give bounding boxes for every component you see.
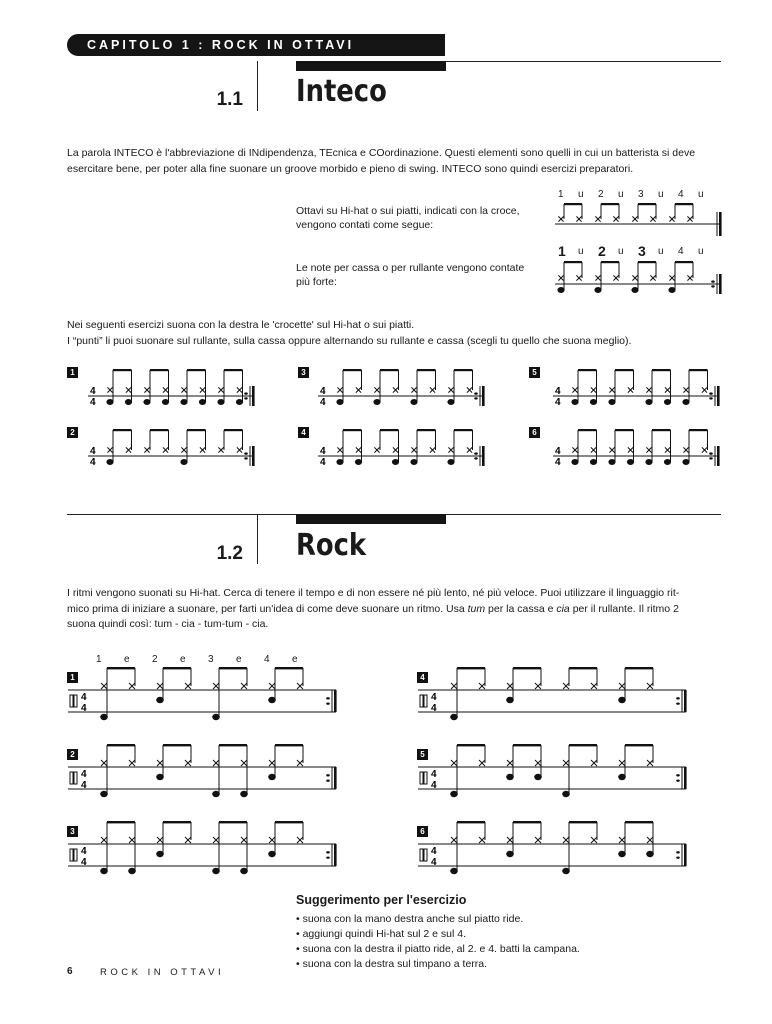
count-syllable: e: [292, 654, 298, 665]
section1-instructions: [67, 318, 631, 349]
final-barline: [252, 446, 255, 466]
snare-note: [631, 287, 638, 293]
time-signature-top: 4: [90, 446, 96, 457]
note-beam: [275, 667, 303, 669]
count-syllable: e: [180, 654, 186, 665]
count-syllable: 1: [558, 189, 564, 200]
final-barline: [334, 690, 337, 712]
repeat-dot: [474, 452, 478, 454]
hihat-demo-notation: [555, 200, 725, 240]
text-line: Le note per cassa o per rullante vengono contate: [296, 262, 525, 274]
section1-intro: [67, 146, 695, 177]
snare-note: [447, 399, 454, 405]
repeat-dot: [709, 452, 713, 454]
percussion-clef: [420, 849, 423, 861]
repeat-dot: [474, 392, 478, 394]
exercise-number: 5: [529, 367, 540, 378]
note-beam: [652, 369, 671, 371]
note-beam: [187, 369, 206, 371]
snare-note: [608, 459, 615, 465]
final-barline: [717, 446, 720, 466]
repeat-dot: [676, 779, 680, 781]
section2-divider: [257, 514, 258, 564]
count-syllable: u: [578, 246, 584, 257]
count-syllable: 2: [598, 189, 604, 200]
snare-note: [162, 399, 169, 405]
snare-note: [336, 459, 343, 465]
repeat-dot: [711, 285, 715, 287]
note-beam: [187, 429, 206, 431]
snare-note: [668, 287, 675, 293]
note-beam: [689, 429, 708, 431]
count-syllable: 4: [678, 246, 684, 257]
exercise-staff: [68, 662, 340, 724]
page-number: 6: [67, 966, 73, 977]
time-signature-top: 4: [431, 846, 437, 857]
snare-note: [627, 459, 634, 465]
text-line: Nei seguenti esercizi suona con la destra le 'crocette' sul Hi-hat o sui piatti.: [67, 319, 415, 331]
note-beam: [625, 821, 653, 823]
text-span: per il rullante. Il ritmo 2: [569, 602, 679, 615]
count-syllable: u: [658, 246, 664, 257]
note-beam: [107, 667, 135, 669]
snare-note: [608, 399, 615, 405]
note-beam: [638, 203, 656, 205]
repeat-dot: [326, 697, 330, 699]
time-signature-top: 4: [555, 446, 561, 457]
text-span: cia: [556, 602, 570, 615]
note-beam: [150, 369, 169, 371]
note-beam: [163, 821, 191, 823]
count-syllable: 3: [208, 654, 214, 665]
note-beam: [163, 667, 191, 669]
time-signature-top: 4: [431, 769, 437, 780]
count-syllable: u: [578, 189, 584, 200]
snare-note: [664, 399, 671, 405]
snare-note: [410, 399, 417, 405]
snare-note: [594, 287, 601, 293]
exercise-number: 2: [67, 749, 78, 760]
time-signature-bottom: 4: [431, 703, 437, 714]
time-signature-top: 4: [81, 769, 87, 780]
exercise-staff: [418, 816, 690, 878]
note-beam: [569, 667, 597, 669]
snare-note: [180, 399, 187, 405]
percussion-clef: [424, 849, 427, 861]
hihat-description: [296, 204, 520, 232]
time-signature-bottom: 4: [555, 397, 561, 408]
section1-number: 1.1: [216, 89, 243, 110]
note-beam: [454, 429, 473, 431]
snare-note: [645, 459, 652, 465]
note-beam: [615, 429, 634, 431]
exercise-staff: [318, 424, 488, 474]
percussion-clef: [424, 695, 427, 707]
snare-note: [373, 399, 380, 405]
text-line: I ritmi vengono suonati su Hi-hat. Cerca di tenere il tempo e di non essere né più lento, né più veloce. Puoi utilizzare il linguaggio rit-: [67, 587, 680, 599]
section1-title: Inteco: [296, 74, 387, 109]
chapter-header: CAPITOLO 1 : ROCK IN OTTAVI: [67, 34, 445, 56]
exercise-staff: [418, 739, 690, 801]
text-line: vengono contati come segue:: [296, 219, 434, 231]
count-syllable: e: [124, 654, 130, 665]
time-signature-bottom: 4: [90, 397, 96, 408]
repeat-dot: [474, 457, 478, 459]
note-beam: [219, 744, 247, 746]
final-barline: [717, 386, 720, 406]
repeat-dot: [676, 697, 680, 699]
note-beam: [224, 429, 243, 431]
tip-item: • suona con la mano destra anche sul piatto ride.: [296, 913, 524, 925]
note-beam: [675, 261, 693, 263]
repeat-dot: [244, 452, 248, 454]
note-beam: [113, 429, 132, 431]
chapter-rule: [445, 61, 721, 62]
time-signature-top: 4: [555, 386, 561, 397]
final-barline: [252, 386, 255, 406]
snare-note: [106, 459, 113, 465]
exercise-number: 1: [67, 672, 78, 683]
snare-note: [336, 399, 343, 405]
final-barline: [684, 767, 687, 789]
final-barline: [684, 844, 687, 866]
repeat-dot: [244, 397, 248, 399]
note-beam: [625, 744, 653, 746]
time-signature-bottom: 4: [81, 857, 87, 868]
percussion-clef: [420, 772, 423, 784]
note-beam: [113, 369, 132, 371]
snare-note: [392, 459, 399, 465]
snare-note: [447, 459, 454, 465]
snare-note: [590, 459, 597, 465]
exercise-number: 4: [417, 672, 428, 683]
note-beam: [513, 667, 541, 669]
final-barline: [334, 767, 337, 789]
note-beam: [638, 261, 656, 263]
section2-title: Rock: [296, 528, 367, 563]
time-signature-bottom: 4: [90, 457, 96, 468]
note-beam: [107, 821, 135, 823]
time-signature-top: 4: [431, 692, 437, 703]
exercise-number: 6: [529, 427, 540, 438]
repeat-dot: [474, 397, 478, 399]
exercise-number: 5: [417, 749, 428, 760]
note-beam: [380, 369, 399, 371]
exercise-number: 2: [67, 427, 78, 438]
exercise-staff: [68, 816, 340, 878]
percussion-clef: [70, 849, 73, 861]
time-signature-bottom: 4: [81, 703, 87, 714]
count-syllable: u: [698, 246, 704, 257]
percussion-clef: [70, 772, 73, 784]
note-beam: [564, 261, 582, 263]
time-signature-bottom: 4: [431, 780, 437, 791]
snare-note: [645, 399, 652, 405]
percussion-clef: [74, 695, 77, 707]
note-beam: [219, 667, 247, 669]
tip-item: • suona con la destra sul timpano a terra.: [296, 958, 488, 970]
snare-note: [571, 399, 578, 405]
note-beam: [625, 667, 653, 669]
exercise-number: 6: [417, 826, 428, 837]
note-beam: [417, 369, 436, 371]
note-beam: [601, 261, 619, 263]
repeat-dot: [244, 457, 248, 459]
text-line: I “punti” li puoi suonare sul rullante, sulla cassa oppure alternando su rullante e cassa (scegli tu quello che suona meglio).: [67, 334, 632, 347]
exercise-number: 4: [298, 427, 309, 438]
repeat-dot: [676, 856, 680, 858]
text-span: per la cassa e: [485, 602, 557, 615]
section1-title-bar: [296, 61, 446, 71]
snare-note: [355, 459, 362, 465]
time-signature-bottom: 4: [431, 857, 437, 868]
snare-note: [143, 399, 150, 405]
snare-note: [557, 287, 564, 293]
note-beam: [578, 429, 597, 431]
note-beam: [275, 744, 303, 746]
count-syllable: 4: [264, 654, 270, 665]
section2-intro: [67, 586, 679, 633]
snare-note: [199, 399, 206, 405]
repeat-dot: [244, 392, 248, 394]
time-signature-bottom: 4: [81, 780, 87, 791]
snare-note: [682, 399, 689, 405]
text-line: [67, 602, 679, 618]
exercise-staff: [68, 739, 340, 801]
snare-note: [125, 399, 132, 405]
tips-title: Suggerimento per l'esercizio: [296, 893, 467, 907]
time-signature-top: 4: [320, 446, 326, 457]
count-syllable: 4: [678, 189, 684, 200]
tip-item: • suona con la destra il piatto ride, al 2. e 4. batti la campana.: [296, 943, 580, 955]
note-beam: [417, 429, 436, 431]
final-barline: [334, 844, 337, 866]
tips-list: [296, 912, 580, 972]
percussion-clef: [70, 695, 73, 707]
repeat-dot: [676, 851, 680, 853]
count-syllable: 2: [152, 654, 158, 665]
snare-note: [236, 399, 243, 405]
intro-line: esercitare bene, per poter alla fine suonare un groove morbido e pieno di swing. INTECO sono quindi esercizi preparatori.: [67, 162, 634, 175]
repeat-dot: [326, 702, 330, 704]
exercise-staff: [553, 424, 723, 474]
exercise-number: 3: [298, 367, 309, 378]
percussion-clef: [420, 695, 423, 707]
text-span: tum: [467, 602, 486, 615]
note-beam: [163, 744, 191, 746]
count-syllable: 3: [638, 243, 646, 259]
note-beam: [513, 744, 541, 746]
note-beam: [457, 667, 485, 669]
percussion-clef: [74, 849, 77, 861]
snare-note: [682, 459, 689, 465]
note-beam: [275, 821, 303, 823]
exercise-staff: [553, 364, 723, 414]
repeat-dot: [709, 457, 713, 459]
count-row-plain: [558, 186, 718, 200]
note-beam: [219, 821, 247, 823]
accent-description: [296, 261, 524, 289]
repeat-dot: [711, 280, 715, 282]
note-beam: [343, 369, 362, 371]
count-syllable: e: [236, 654, 242, 665]
text-span: mico prima di iniziare a suonare, per farti un'idea di come deve suonare un ritmo. Usa: [67, 602, 468, 615]
count-syllable: u: [698, 189, 704, 200]
snare-note: [590, 399, 597, 405]
repeat-dot: [326, 851, 330, 853]
exercise-staff: [418, 662, 690, 724]
exercise-number: 1: [67, 367, 78, 378]
final-barline: [719, 274, 722, 294]
count-syllable: 1: [96, 654, 102, 665]
count-syllable: 2: [598, 243, 606, 259]
repeat-dot: [326, 774, 330, 776]
count-syllable: 1: [558, 243, 566, 259]
time-signature-top: 4: [90, 386, 96, 397]
note-beam: [689, 369, 708, 371]
repeat-dot: [676, 774, 680, 776]
exercise-staff: [88, 364, 258, 414]
note-beam: [380, 429, 399, 431]
repeat-dot: [326, 779, 330, 781]
repeat-dot: [676, 702, 680, 704]
note-beam: [454, 369, 473, 371]
exercise-staff: [88, 424, 258, 474]
intro-line: La parola INTECO è l'abbreviazione di INdipendenza, TEcnica e COordinazione. Questi elementi sono quelli in cui un batterista si deve: [67, 147, 696, 159]
repeat-dot: [709, 392, 713, 394]
time-signature-bottom: 4: [320, 397, 326, 408]
time-signature-bottom: 4: [320, 457, 326, 468]
exercise-number: 3: [67, 826, 78, 837]
time-signature-top: 4: [81, 692, 87, 703]
section2-title-bar: [296, 514, 446, 524]
snare-note: [217, 399, 224, 405]
time-signature-top: 4: [320, 386, 326, 397]
percussion-clef: [424, 772, 427, 784]
snare-note: [410, 459, 417, 465]
final-barline: [482, 386, 485, 406]
count-syllable: 3: [638, 189, 644, 200]
count-row-accent: [558, 243, 718, 259]
running-footer: ROCK IN OTTAVI: [100, 967, 225, 978]
note-beam: [150, 429, 169, 431]
note-beam: [569, 744, 597, 746]
section1-divider: [257, 61, 258, 111]
tip-item: • aggiungi quindi Hi-hat sul 2 e sul 4.: [296, 928, 467, 940]
time-signature-top: 4: [81, 846, 87, 857]
note-beam: [578, 369, 597, 371]
note-beam: [513, 821, 541, 823]
accent-demo-notation: [555, 258, 725, 300]
snare-note: [106, 399, 113, 405]
snare-note: [180, 459, 187, 465]
note-beam: [652, 429, 671, 431]
note-beam: [601, 203, 619, 205]
final-barline: [482, 446, 485, 466]
count-syllable: u: [618, 189, 624, 200]
note-beam: [457, 821, 485, 823]
count-syllable: u: [618, 246, 624, 257]
exercise-staff: [318, 364, 488, 414]
note-beam: [615, 369, 634, 371]
note-beam: [564, 203, 582, 205]
text-line: Ottavi su Hi-hat o sui piatti, indicati con la croce,: [296, 205, 520, 217]
count-syllable: u: [658, 189, 664, 200]
final-barline: [684, 690, 687, 712]
text-line: suona quindi così: tum - cia - tum-tum - cia.: [67, 618, 269, 630]
percussion-clef: [74, 772, 77, 784]
note-beam: [107, 744, 135, 746]
snare-note: [571, 459, 578, 465]
note-beam: [224, 369, 243, 371]
text-line: più forte:: [296, 276, 337, 288]
note-beam: [675, 203, 693, 205]
final-barline: [719, 212, 722, 236]
repeat-dot: [709, 397, 713, 399]
snare-note: [664, 459, 671, 465]
note-beam: [569, 821, 597, 823]
repeat-dot: [326, 856, 330, 858]
note-beam: [457, 744, 485, 746]
note-beam: [343, 429, 362, 431]
time-signature-bottom: 4: [555, 457, 561, 468]
section2-number: 1.2: [216, 543, 243, 564]
